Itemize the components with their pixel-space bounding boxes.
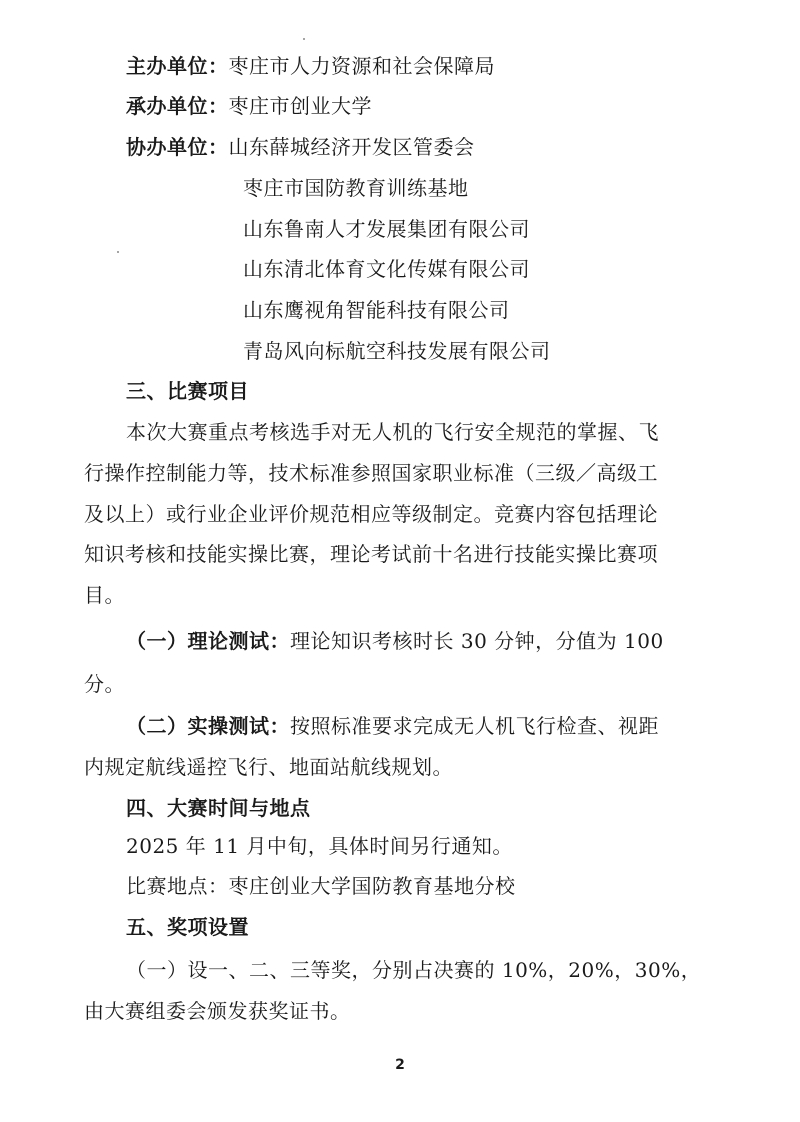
- award-continuation: 由大赛组委会颁发获奖证书。: [84, 999, 351, 1023]
- assist-line: [126, 133, 475, 161]
- undertake-value: 枣庄市创业大学: [228, 94, 372, 118]
- theory-test-label: （一）理论测试：: [126, 629, 290, 653]
- assist-label: 协办单位：: [126, 135, 229, 159]
- practical-test-text: 按照标准要求完成无人机飞行检查、视距: [290, 714, 659, 738]
- scan-speck: [117, 251, 119, 253]
- paragraph-line: 本次大赛重点考核选手对无人机的飞行安全规范的掌握、飞: [126, 420, 659, 444]
- section-heading: 五、奖项设置: [126, 915, 249, 939]
- host-line: [126, 52, 495, 80]
- section-heading: 三、比赛项目: [126, 379, 249, 403]
- theory-test-line: [126, 627, 664, 655]
- assist-item: 青岛风向标航空科技发展有限公司: [243, 339, 551, 363]
- practical-test-label: （二）实操测试：: [126, 714, 290, 738]
- host-value: 枣庄市人力资源和社会保障局: [228, 54, 495, 78]
- undertake-line: [126, 92, 372, 120]
- page-number: 2: [395, 1057, 405, 1073]
- paragraph-line: 知识考核和技能实操比赛，理论考试前十名进行技能实操比赛项: [84, 542, 658, 566]
- assist-item: 山东鲁南人才发展集团有限公司: [243, 217, 530, 241]
- assist-item: 山东薛城经济开发区管委会: [228, 135, 475, 159]
- practical-test-continuation: 内规定航线遥控飞行、地面站航线规划。: [84, 755, 453, 779]
- time-line: 2025 年 11 月中旬，具体时间另行通知。: [126, 834, 513, 858]
- paragraph-line: 行操作控制能力等，技术标准参照国家职业标准（三级／高级工: [84, 461, 658, 485]
- host-label: 主办单位：: [126, 54, 229, 78]
- assist-item: 枣庄市国防教育训练基地: [243, 176, 469, 200]
- assist-item: 山东鹰视角智能科技有限公司: [243, 298, 510, 322]
- theory-test-text: 理论知识考核时长 30 分钟，分值为 100: [290, 629, 664, 653]
- section-heading: 四、大赛时间与地点: [126, 796, 311, 820]
- award-line: （一）设一、二、三等奖，分别占决赛的 10%，20%，30%，: [126, 958, 702, 982]
- practical-test-line: [126, 712, 659, 740]
- paragraph-line: 目。: [84, 583, 125, 607]
- theory-test-continuation: 分。: [84, 672, 125, 696]
- paragraph-line: 及以上）或行业企业评价规范相应等级制定。竞赛内容包括理论: [84, 502, 658, 526]
- place-line: 比赛地点：枣庄创业大学国防教育基地分校: [126, 874, 516, 898]
- scan-speck: [303, 38, 305, 40]
- assist-item: 山东清北体育文化传媒有限公司: [243, 257, 530, 281]
- undertake-label: 承办单位：: [126, 94, 229, 118]
